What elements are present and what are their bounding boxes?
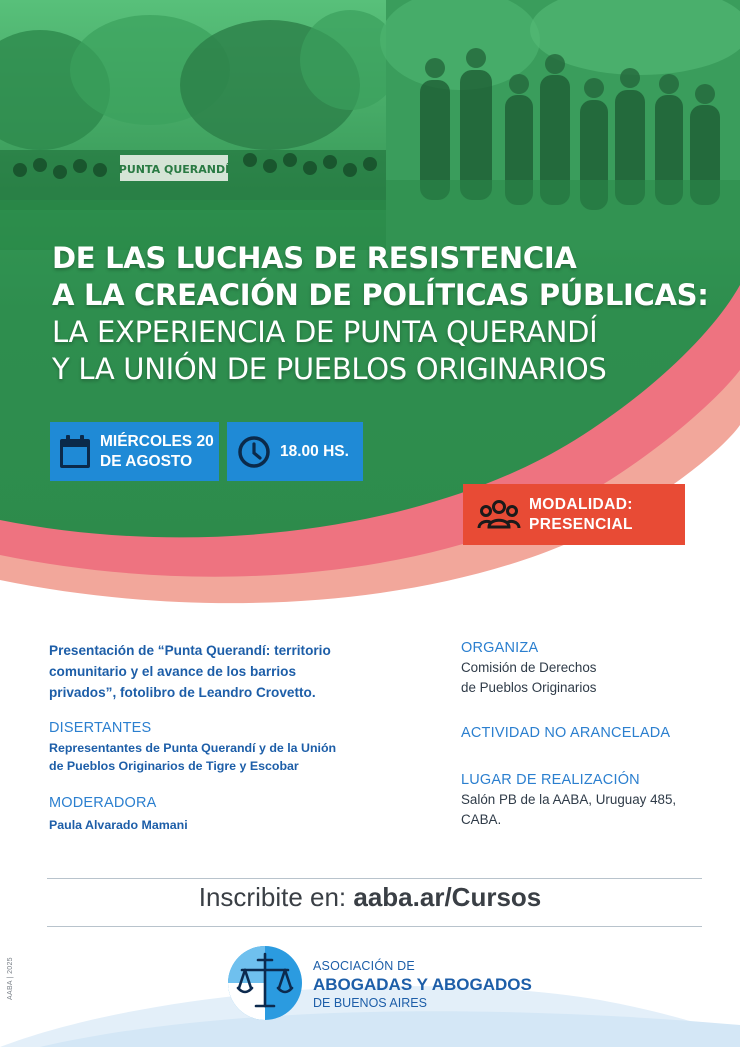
organiza-line: de Pueblos Originarios [461,680,597,695]
photo-left [0,0,400,250]
moderadora-value: Paula Alvarado Mamani [49,818,188,832]
date-line-2: DE AGOSTO [100,452,193,470]
lugar-label: LUGAR DE REALIZACIÓN [461,772,640,788]
presentation-line: Presentación de “Punta Querandí: territorio [49,643,331,658]
date-line-1: MIÉRCOLES 20 [100,432,214,450]
register-link[interactable]: aaba.ar/Cursos [353,882,542,912]
time-text: 18.00 HS. [280,442,349,460]
group-icon [477,498,521,532]
register-prefix: Inscribite en: [198,882,354,912]
info-left-column [49,640,349,834]
presentation-line: privados”, fotolibro de Leandro Crovetto. [49,685,316,700]
time-badge [227,422,363,481]
date-badge [50,422,219,481]
presentation-line: comunitario y el avance de los barrios [49,664,297,679]
organization-name [313,958,532,1011]
title-line-4: Y LA UNIÓN DE PUEBLOS ORIGINARIOS [52,352,607,386]
divider-bottom [47,926,702,927]
moderadora-label: MODERADORA [49,795,157,811]
calendar-icon [58,434,92,470]
presentation-text [49,640,349,703]
clock-icon [237,435,271,469]
lugar-line: Salón PB de la AABA, Uruguay 485, [461,792,677,807]
disertantes-line: Representantes de Punta Querandí y de la Unión [49,741,337,755]
event-title [52,240,712,388]
info-right-column [461,640,711,830]
org-line-2: ABOGADAS Y ABOGADOS [313,975,532,994]
modalidad-line-1: MODALIDAD: [529,495,633,513]
svg-text:PUNTA QUERANDÍ: PUNTA QUERANDÍ [118,163,230,176]
organiza-label: ORGANIZA [461,640,539,656]
organiza-value [461,658,711,698]
lugar-line: CABA. [461,812,502,827]
title-line-2: A LA CREACIÓN DE POLÍTICAS PÚBLICAS: [52,278,709,312]
credit-text: AABA | 2025 [7,957,14,1000]
disertantes-line: de Pueblos Originarios de Tigre y Escobar [49,759,299,773]
title-line-3: LA EXPERIENCIA DE PUNTA QUERANDÍ [52,315,598,349]
lugar-value [461,790,711,830]
org-line-1: ASOCIACIÓN DE [313,959,415,973]
disertantes-value [49,739,349,775]
modalidad-line-2: PRESENCIAL [529,515,633,533]
register-line [0,877,740,917]
org-line-3: DE BUENOS AIRES [313,996,427,1010]
photo-right [380,0,740,250]
justice-scales-icon [228,946,302,1020]
title-line-1: DE LAS LUCHAS DE RESISTENCIA [52,241,577,275]
modalidad-badge [463,484,685,545]
organiza-line: Comisión de Derechos [461,660,597,675]
arancel-label: ACTIVIDAD NO ARANCELADA [461,725,671,741]
disertantes-label: DISERTANTES [49,720,152,736]
